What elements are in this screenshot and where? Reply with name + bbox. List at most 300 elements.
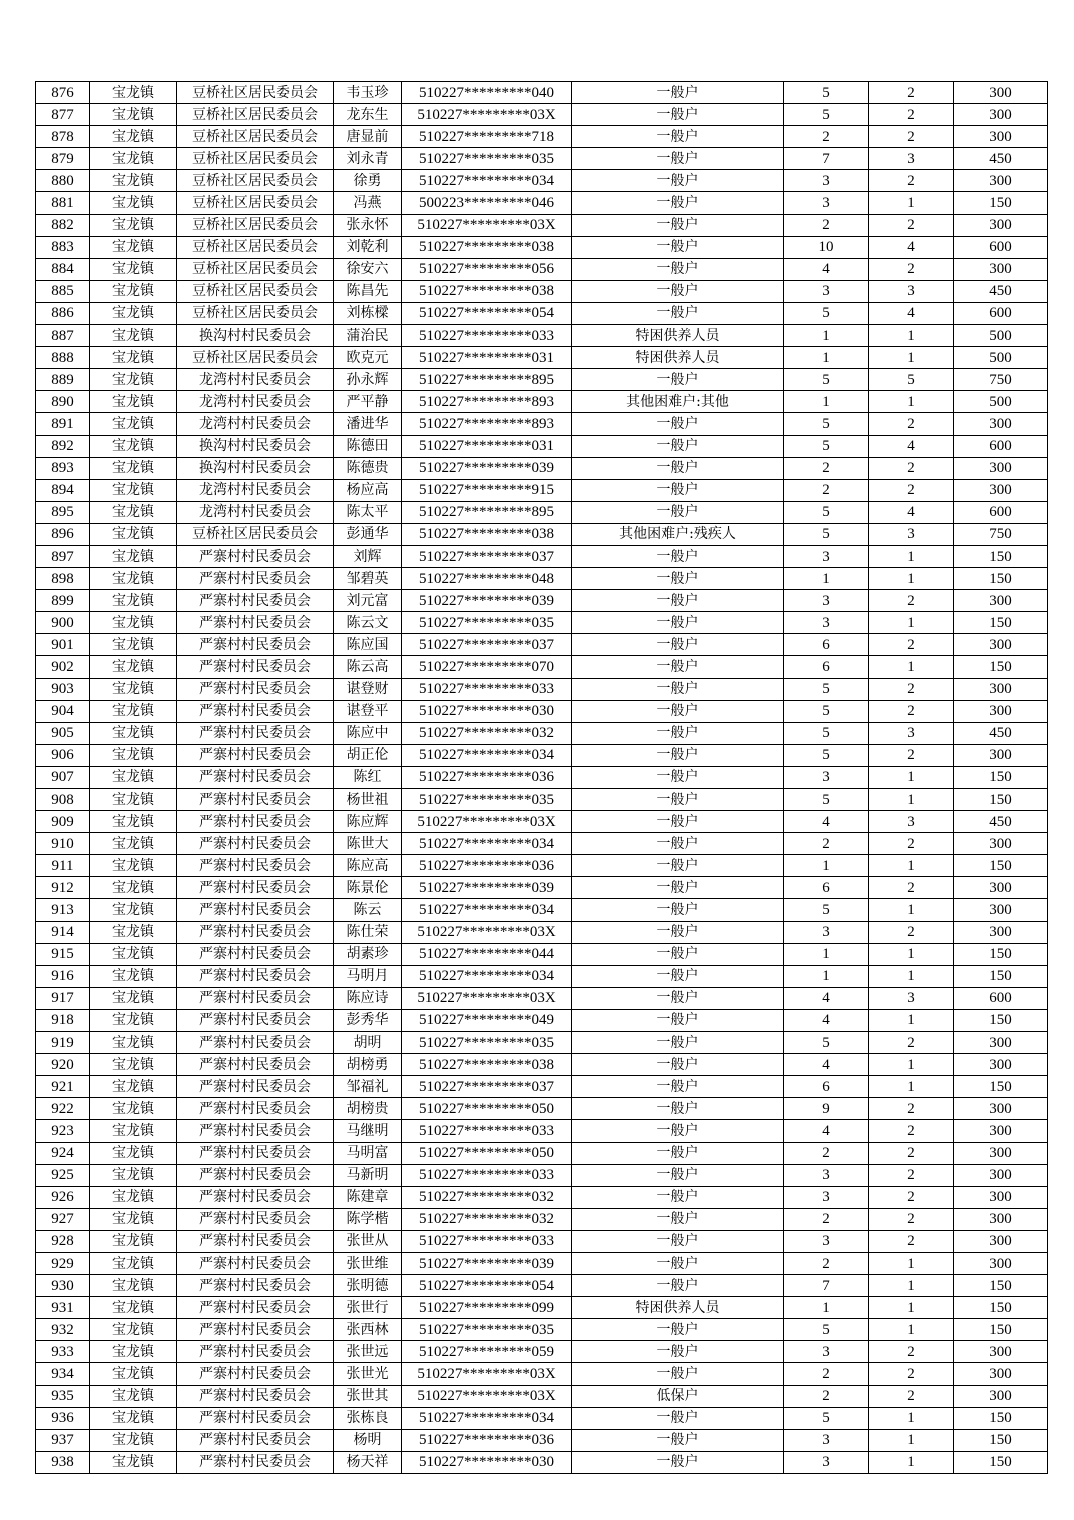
committee-cell: 严寨村村民委员会 xyxy=(177,700,334,722)
amount-cell: 150 xyxy=(954,1429,1048,1451)
committee-cell: 豆桥社区居民委员会 xyxy=(177,170,334,192)
amount-cell: 300 xyxy=(954,1098,1048,1120)
table-row xyxy=(36,987,1048,1009)
name-cell: 胡榜贵 xyxy=(334,1098,402,1120)
committee-cell: 龙湾村村民委员会 xyxy=(177,479,334,501)
household-size-cell: 2 xyxy=(784,1385,869,1407)
table-row xyxy=(36,479,1048,501)
name-cell: 马明月 xyxy=(334,965,402,987)
amount-cell: 600 xyxy=(954,435,1048,457)
table-row xyxy=(36,1275,1048,1297)
row-number: 909 xyxy=(36,811,90,833)
table-row xyxy=(36,833,1048,855)
table-row xyxy=(36,899,1048,921)
row-number: 937 xyxy=(36,1429,90,1451)
household-size-cell: 5 xyxy=(784,104,869,126)
row-number: 890 xyxy=(36,391,90,413)
committee-cell: 严寨村村民委员会 xyxy=(177,833,334,855)
table-row xyxy=(36,148,1048,170)
row-number: 879 xyxy=(36,148,90,170)
row-number: 893 xyxy=(36,457,90,479)
name-cell: 彭通华 xyxy=(334,523,402,545)
covered-count-cell: 1 xyxy=(869,1076,954,1098)
id-number-cell: 510227*********035 xyxy=(402,612,572,634)
household-size-cell: 5 xyxy=(784,722,869,744)
township-cell: 宝龙镇 xyxy=(90,523,177,545)
township-cell: 宝龙镇 xyxy=(90,413,177,435)
name-cell: 胡明 xyxy=(334,1032,402,1054)
township-cell: 宝龙镇 xyxy=(90,258,177,280)
covered-count-cell: 5 xyxy=(869,369,954,391)
table-row xyxy=(36,1120,1048,1142)
id-number-cell: 510227*********031 xyxy=(402,347,572,369)
township-cell: 宝龙镇 xyxy=(90,1319,177,1341)
committee-cell: 严寨村村民委员会 xyxy=(177,1385,334,1407)
id-number-cell: 510227*********032 xyxy=(402,722,572,744)
township-cell: 宝龙镇 xyxy=(90,965,177,987)
name-cell: 陈应辉 xyxy=(334,811,402,833)
amount-cell: 300 xyxy=(954,413,1048,435)
amount-cell: 150 xyxy=(954,1275,1048,1297)
table-row xyxy=(36,722,1048,744)
covered-count-cell: 2 xyxy=(869,1120,954,1142)
amount-cell: 300 xyxy=(954,214,1048,236)
amount-cell: 300 xyxy=(954,1164,1048,1186)
household-size-cell: 3 xyxy=(784,612,869,634)
id-number-cell: 510227*********033 xyxy=(402,1164,572,1186)
amount-cell: 300 xyxy=(954,1186,1048,1208)
amount-cell: 300 xyxy=(954,1120,1048,1142)
household-size-cell: 1 xyxy=(784,568,869,590)
table-row xyxy=(36,302,1048,324)
amount-cell: 600 xyxy=(954,236,1048,258)
id-number-cell: 510227*********070 xyxy=(402,656,572,678)
committee-cell: 龙湾村村民委员会 xyxy=(177,413,334,435)
covered-count-cell: 1 xyxy=(869,545,954,567)
id-number-cell: 510227*********039 xyxy=(402,457,572,479)
row-number: 877 xyxy=(36,104,90,126)
table-row xyxy=(36,1098,1048,1120)
amount-cell: 150 xyxy=(954,943,1048,965)
id-number-cell: 510227*********054 xyxy=(402,302,572,324)
row-number: 919 xyxy=(36,1032,90,1054)
household-type-cell: 一般户 xyxy=(572,258,784,280)
household-size-cell: 5 xyxy=(784,82,869,104)
household-size-cell: 3 xyxy=(784,590,869,612)
row-number: 878 xyxy=(36,126,90,148)
id-number-cell: 510227*********915 xyxy=(402,479,572,501)
committee-cell: 严寨村村民委员会 xyxy=(177,965,334,987)
name-cell: 张栋良 xyxy=(334,1407,402,1429)
household-size-cell: 7 xyxy=(784,148,869,170)
id-number-cell: 510227*********031 xyxy=(402,435,572,457)
table-row xyxy=(36,214,1048,236)
row-number: 908 xyxy=(36,789,90,811)
table-row xyxy=(36,1341,1048,1363)
row-number: 926 xyxy=(36,1186,90,1208)
committee-cell: 换沟村村民委员会 xyxy=(177,435,334,457)
committee-cell: 严寨村村民委员会 xyxy=(177,1120,334,1142)
committee-cell: 严寨村村民委员会 xyxy=(177,612,334,634)
table-row xyxy=(36,1385,1048,1407)
covered-count-cell: 1 xyxy=(869,1275,954,1297)
id-number-cell: 510227*********050 xyxy=(402,1098,572,1120)
id-number-cell: 510227*********050 xyxy=(402,1142,572,1164)
name-cell: 张世维 xyxy=(334,1252,402,1274)
township-cell: 宝龙镇 xyxy=(90,722,177,744)
id-number-cell: 510227*********03X xyxy=(402,987,572,1009)
township-cell: 宝龙镇 xyxy=(90,1275,177,1297)
committee-cell: 严寨村村民委员会 xyxy=(177,1142,334,1164)
id-number-cell: 510227*********032 xyxy=(402,1186,572,1208)
table-row xyxy=(36,766,1048,788)
id-number-cell: 510227*********895 xyxy=(402,501,572,523)
amount-cell: 300 xyxy=(954,1385,1048,1407)
covered-count-cell: 3 xyxy=(869,148,954,170)
township-cell: 宝龙镇 xyxy=(90,391,177,413)
table-row xyxy=(36,104,1048,126)
covered-count-cell: 1 xyxy=(869,1451,954,1473)
id-number-cell: 510227*********03X xyxy=(402,921,572,943)
amount-cell: 150 xyxy=(954,855,1048,877)
name-cell: 胡榜勇 xyxy=(334,1054,402,1076)
id-number-cell: 500223*********046 xyxy=(402,192,572,214)
township-cell: 宝龙镇 xyxy=(90,82,177,104)
row-number: 889 xyxy=(36,369,90,391)
covered-count-cell: 2 xyxy=(869,921,954,943)
name-cell: 陈应国 xyxy=(334,634,402,656)
id-number-cell: 510227*********03X xyxy=(402,214,572,236)
covered-count-cell: 2 xyxy=(869,479,954,501)
committee-cell: 严寨村村民委员会 xyxy=(177,1275,334,1297)
table-row xyxy=(36,369,1048,391)
table-row xyxy=(36,678,1048,700)
covered-count-cell: 2 xyxy=(869,1164,954,1186)
household-size-cell: 2 xyxy=(784,1142,869,1164)
table-row xyxy=(36,590,1048,612)
household-size-cell: 5 xyxy=(784,1407,869,1429)
name-cell: 刘元富 xyxy=(334,590,402,612)
id-number-cell: 510227*********032 xyxy=(402,1208,572,1230)
row-number: 894 xyxy=(36,479,90,501)
id-number-cell: 510227*********030 xyxy=(402,1451,572,1473)
covered-count-cell: 3 xyxy=(869,722,954,744)
household-size-cell: 1 xyxy=(784,325,869,347)
name-cell: 谌登财 xyxy=(334,678,402,700)
committee-cell: 严寨村村民委员会 xyxy=(177,1429,334,1451)
amount-cell: 500 xyxy=(954,347,1048,369)
row-number: 915 xyxy=(36,943,90,965)
id-number-cell: 510227*********033 xyxy=(402,1120,572,1142)
household-size-cell: 3 xyxy=(784,280,869,302)
name-cell: 张世光 xyxy=(334,1363,402,1385)
table-row xyxy=(36,258,1048,280)
table-row xyxy=(36,325,1048,347)
township-cell: 宝龙镇 xyxy=(90,1230,177,1252)
township-cell: 宝龙镇 xyxy=(90,1297,177,1319)
row-number: 905 xyxy=(36,722,90,744)
household-size-cell: 5 xyxy=(784,369,869,391)
household-type-cell: 一般户 xyxy=(572,1451,784,1473)
household-size-cell: 1 xyxy=(784,855,869,877)
row-number: 936 xyxy=(36,1407,90,1429)
amount-cell: 450 xyxy=(954,280,1048,302)
table-row xyxy=(36,656,1048,678)
covered-count-cell: 2 xyxy=(869,1341,954,1363)
amount-cell: 300 xyxy=(954,1230,1048,1252)
household-type-cell: 一般户 xyxy=(572,811,784,833)
amount-cell: 600 xyxy=(954,302,1048,324)
id-number-cell: 510227*********030 xyxy=(402,700,572,722)
amount-cell: 300 xyxy=(954,1363,1048,1385)
household-type-cell: 一般户 xyxy=(572,413,784,435)
id-number-cell: 510227*********044 xyxy=(402,943,572,965)
committee-cell: 严寨村村民委员会 xyxy=(177,568,334,590)
id-number-cell: 510227*********036 xyxy=(402,855,572,877)
committee-cell: 严寨村村民委员会 xyxy=(177,1230,334,1252)
township-cell: 宝龙镇 xyxy=(90,435,177,457)
table-row xyxy=(36,1054,1048,1076)
row-number: 924 xyxy=(36,1142,90,1164)
amount-cell: 150 xyxy=(954,766,1048,788)
household-size-cell: 4 xyxy=(784,258,869,280)
committee-cell: 严寨村村民委员会 xyxy=(177,1186,334,1208)
name-cell: 张世其 xyxy=(334,1385,402,1407)
id-number-cell: 510227*********035 xyxy=(402,789,572,811)
name-cell: 冯燕 xyxy=(334,192,402,214)
id-number-cell: 510227*********033 xyxy=(402,325,572,347)
name-cell: 杨明 xyxy=(334,1429,402,1451)
table-row xyxy=(36,612,1048,634)
name-cell: 陈景伦 xyxy=(334,877,402,899)
township-cell: 宝龙镇 xyxy=(90,789,177,811)
row-number: 883 xyxy=(36,236,90,258)
covered-count-cell: 1 xyxy=(869,789,954,811)
township-cell: 宝龙镇 xyxy=(90,369,177,391)
household-size-cell: 2 xyxy=(784,1208,869,1230)
covered-count-cell: 2 xyxy=(869,744,954,766)
name-cell: 杨应高 xyxy=(334,479,402,501)
township-cell: 宝龙镇 xyxy=(90,678,177,700)
committee-cell: 严寨村村民委员会 xyxy=(177,1319,334,1341)
amount-cell: 300 xyxy=(954,457,1048,479)
township-cell: 宝龙镇 xyxy=(90,1032,177,1054)
row-number: 900 xyxy=(36,612,90,634)
table-row xyxy=(36,1186,1048,1208)
name-cell: 邹福礼 xyxy=(334,1076,402,1098)
table-row xyxy=(36,280,1048,302)
table-row xyxy=(36,1208,1048,1230)
household-type-cell: 特困供养人员 xyxy=(572,1297,784,1319)
row-number: 896 xyxy=(36,523,90,545)
name-cell: 张世远 xyxy=(334,1341,402,1363)
amount-cell: 150 xyxy=(954,612,1048,634)
household-size-cell: 5 xyxy=(784,413,869,435)
covered-count-cell: 2 xyxy=(869,1385,954,1407)
covered-count-cell: 1 xyxy=(869,1252,954,1274)
household-type-cell: 一般户 xyxy=(572,744,784,766)
township-cell: 宝龙镇 xyxy=(90,744,177,766)
household-size-cell: 6 xyxy=(784,656,869,678)
household-type-cell: 一般户 xyxy=(572,1164,784,1186)
household-size-cell: 3 xyxy=(784,766,869,788)
committee-cell: 严寨村村民委员会 xyxy=(177,987,334,1009)
row-number: 933 xyxy=(36,1341,90,1363)
committee-cell: 严寨村村民委员会 xyxy=(177,899,334,921)
household-size-cell: 1 xyxy=(784,347,869,369)
township-cell: 宝龙镇 xyxy=(90,899,177,921)
household-type-cell: 一般户 xyxy=(572,1009,784,1031)
committee-cell: 豆桥社区居民委员会 xyxy=(177,347,334,369)
household-type-cell: 一般户 xyxy=(572,302,784,324)
committee-cell: 严寨村村民委员会 xyxy=(177,855,334,877)
table-row xyxy=(36,1164,1048,1186)
id-number-cell: 510227*********037 xyxy=(402,1076,572,1098)
table-row xyxy=(36,347,1048,369)
covered-count-cell: 1 xyxy=(869,347,954,369)
committee-cell: 豆桥社区居民委员会 xyxy=(177,126,334,148)
committee-cell: 严寨村村民委员会 xyxy=(177,1098,334,1120)
table-row xyxy=(36,1032,1048,1054)
household-type-cell: 一般户 xyxy=(572,1054,784,1076)
name-cell: 胡素珍 xyxy=(334,943,402,965)
township-cell: 宝龙镇 xyxy=(90,987,177,1009)
row-number: 881 xyxy=(36,192,90,214)
household-size-cell: 3 xyxy=(784,1451,869,1473)
id-number-cell: 510227*********036 xyxy=(402,1429,572,1451)
township-cell: 宝龙镇 xyxy=(90,877,177,899)
table-row xyxy=(36,1230,1048,1252)
name-cell: 邹碧英 xyxy=(334,568,402,590)
household-size-cell: 5 xyxy=(784,501,869,523)
covered-count-cell: 2 xyxy=(869,678,954,700)
covered-count-cell: 1 xyxy=(869,766,954,788)
household-type-cell: 一般户 xyxy=(572,280,784,302)
amount-cell: 150 xyxy=(954,1009,1048,1031)
committee-cell: 豆桥社区居民委员会 xyxy=(177,302,334,324)
household-type-cell: 一般户 xyxy=(572,369,784,391)
township-cell: 宝龙镇 xyxy=(90,590,177,612)
township-cell: 宝龙镇 xyxy=(90,302,177,324)
committee-cell: 严寨村村民委员会 xyxy=(177,921,334,943)
table-row xyxy=(36,1451,1048,1473)
covered-count-cell: 1 xyxy=(869,965,954,987)
committee-cell: 换沟村村民委员会 xyxy=(177,457,334,479)
row-number: 910 xyxy=(36,833,90,855)
covered-count-cell: 1 xyxy=(869,325,954,347)
table-row xyxy=(36,811,1048,833)
id-number-cell: 510227*********048 xyxy=(402,568,572,590)
covered-count-cell: 2 xyxy=(869,1208,954,1230)
name-cell: 陈红 xyxy=(334,766,402,788)
household-size-cell: 5 xyxy=(784,789,869,811)
township-cell: 宝龙镇 xyxy=(90,766,177,788)
name-cell: 陈云 xyxy=(334,899,402,921)
relief-recipient-table xyxy=(35,81,1048,1474)
covered-count-cell: 2 xyxy=(869,877,954,899)
covered-count-cell: 3 xyxy=(869,811,954,833)
id-number-cell: 510227*********036 xyxy=(402,766,572,788)
household-type-cell: 一般户 xyxy=(572,700,784,722)
committee-cell: 豆桥社区居民委员会 xyxy=(177,258,334,280)
committee-cell: 豆桥社区居民委员会 xyxy=(177,236,334,258)
household-type-cell: 一般户 xyxy=(572,678,784,700)
row-number: 887 xyxy=(36,325,90,347)
township-cell: 宝龙镇 xyxy=(90,1186,177,1208)
table-body xyxy=(36,82,1048,1474)
household-type-cell: 一般户 xyxy=(572,1076,784,1098)
household-type-cell: 一般户 xyxy=(572,656,784,678)
row-number: 913 xyxy=(36,899,90,921)
amount-cell: 450 xyxy=(954,722,1048,744)
name-cell: 龙东生 xyxy=(334,104,402,126)
covered-count-cell: 2 xyxy=(869,214,954,236)
name-cell: 徐勇 xyxy=(334,170,402,192)
township-cell: 宝龙镇 xyxy=(90,104,177,126)
household-size-cell: 5 xyxy=(784,899,869,921)
row-number: 916 xyxy=(36,965,90,987)
name-cell: 陈云高 xyxy=(334,656,402,678)
household-size-cell: 3 xyxy=(784,1164,869,1186)
table-row xyxy=(36,391,1048,413)
name-cell: 陈仕荣 xyxy=(334,921,402,943)
household-type-cell: 其他困难户:其他 xyxy=(572,391,784,413)
committee-cell: 严寨村村民委员会 xyxy=(177,811,334,833)
committee-cell: 严寨村村民委员会 xyxy=(177,943,334,965)
amount-cell: 600 xyxy=(954,987,1048,1009)
name-cell: 陈世大 xyxy=(334,833,402,855)
covered-count-cell: 2 xyxy=(869,413,954,435)
committee-cell: 严寨村村民委员会 xyxy=(177,1297,334,1319)
id-number-cell: 510227*********893 xyxy=(402,391,572,413)
committee-cell: 严寨村村民委员会 xyxy=(177,722,334,744)
covered-count-cell: 2 xyxy=(869,1186,954,1208)
table-row xyxy=(36,126,1048,148)
name-cell: 陈德田 xyxy=(334,435,402,457)
committee-cell: 龙湾村村民委员会 xyxy=(177,391,334,413)
committee-cell: 严寨村村民委员会 xyxy=(177,1363,334,1385)
household-type-cell: 一般户 xyxy=(572,943,784,965)
name-cell: 陈应诗 xyxy=(334,987,402,1009)
household-size-cell: 3 xyxy=(784,921,869,943)
household-type-cell: 特困供养人员 xyxy=(572,325,784,347)
row-number: 914 xyxy=(36,921,90,943)
row-number: 923 xyxy=(36,1120,90,1142)
township-cell: 宝龙镇 xyxy=(90,811,177,833)
covered-count-cell: 2 xyxy=(869,258,954,280)
row-number: 928 xyxy=(36,1230,90,1252)
covered-count-cell: 4 xyxy=(869,236,954,258)
township-cell: 宝龙镇 xyxy=(90,1098,177,1120)
id-number-cell: 510227*********038 xyxy=(402,280,572,302)
amount-cell: 300 xyxy=(954,479,1048,501)
township-cell: 宝龙镇 xyxy=(90,1120,177,1142)
row-number: 922 xyxy=(36,1098,90,1120)
household-type-cell: 一般户 xyxy=(572,987,784,1009)
amount-cell: 300 xyxy=(954,921,1048,943)
covered-count-cell: 2 xyxy=(869,82,954,104)
id-number-cell: 510227*********034 xyxy=(402,744,572,766)
household-size-cell: 3 xyxy=(784,545,869,567)
covered-count-cell: 4 xyxy=(869,435,954,457)
row-number: 932 xyxy=(36,1319,90,1341)
household-type-cell: 一般户 xyxy=(572,82,784,104)
household-type-cell: 一般户 xyxy=(572,192,784,214)
amount-cell: 300 xyxy=(954,700,1048,722)
household-size-cell: 3 xyxy=(784,1341,869,1363)
committee-cell: 严寨村村民委员会 xyxy=(177,1407,334,1429)
covered-count-cell: 1 xyxy=(869,391,954,413)
